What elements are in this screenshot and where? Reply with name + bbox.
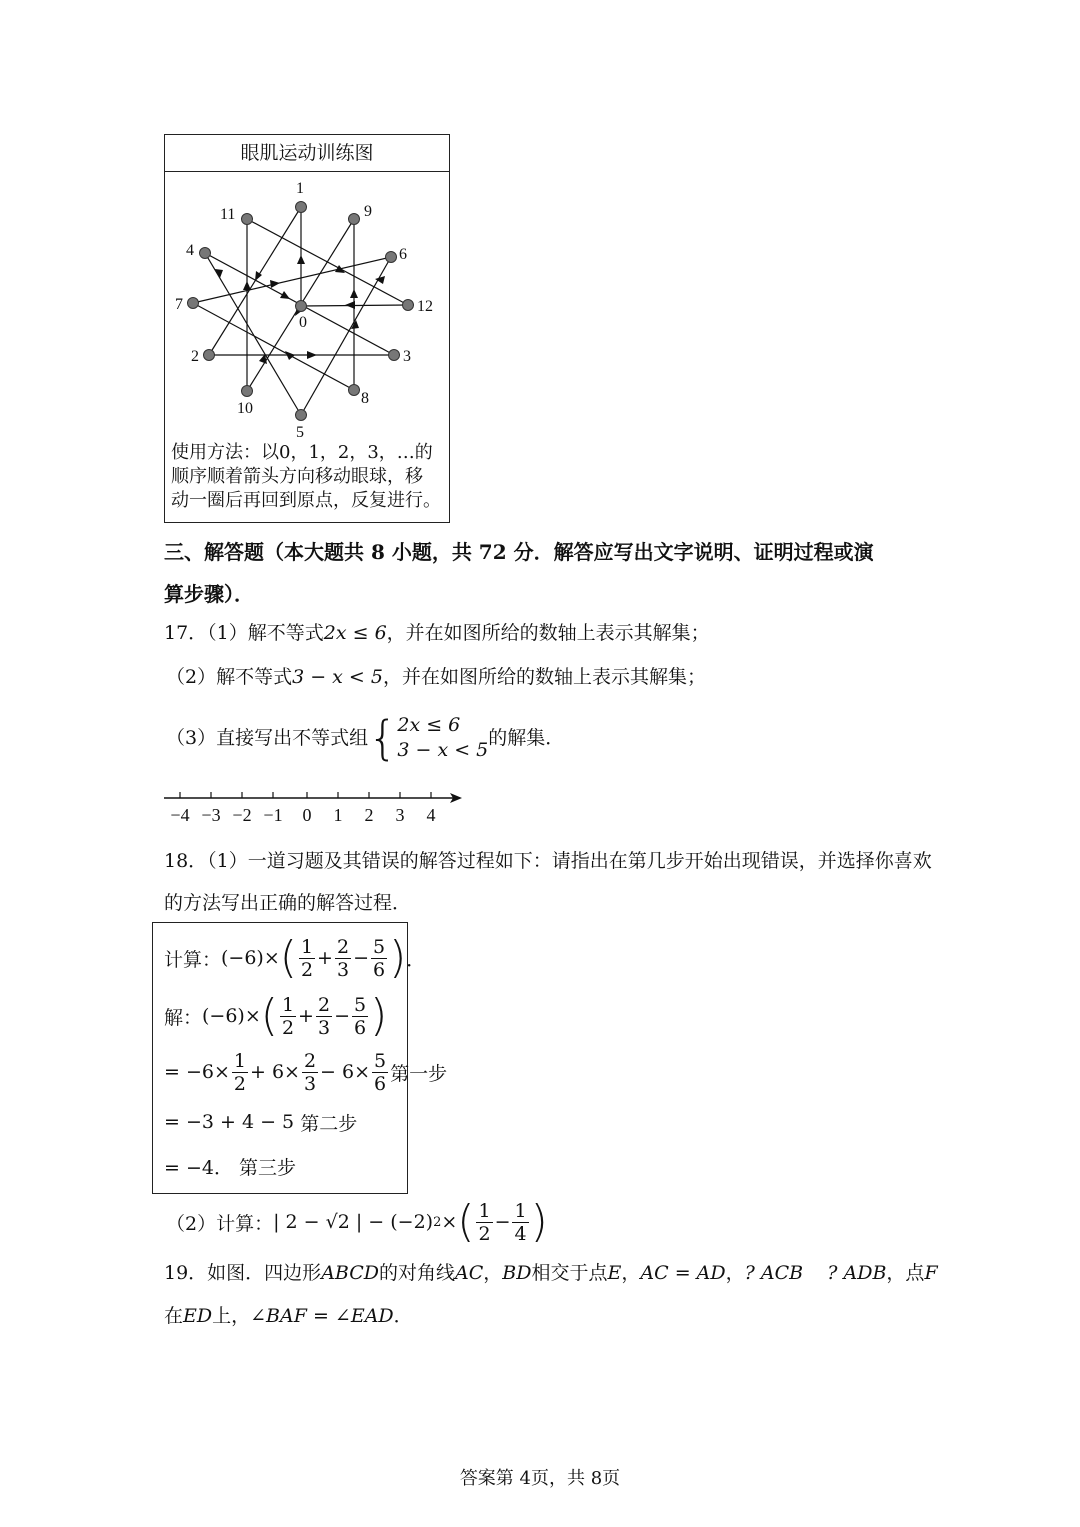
number-line <box>160 788 470 828</box>
fraction <box>299 936 315 981</box>
page-footer: 答案第 4页，共 8页 <box>459 1468 621 1489</box>
path-7-8 <box>193 303 354 390</box>
q18-part2-times: × <box>441 1211 458 1233</box>
usage-line-3: 动一圈后再回到原点，反复进行。 <box>171 490 441 511</box>
solve-line <box>164 990 387 1042</box>
q19-text-c: ，点 <box>886 1262 925 1284</box>
paren-open-icon: ( <box>260 990 278 1041</box>
point-label-5: 5 <box>296 424 304 441</box>
q19-text-d: 在 <box>164 1305 184 1327</box>
point-label-10: 10 <box>237 400 253 417</box>
q17-part3-text: 的解集． <box>488 727 565 749</box>
step1-label: 第一步 <box>390 1062 448 1085</box>
point-11 <box>242 214 253 225</box>
q19-e: E <box>607 1262 622 1284</box>
minus-sign: − <box>334 1005 350 1027</box>
usage-line-1: 使用方法：以0，1，2，3，…的 <box>171 442 433 463</box>
axis-tick-label: 1 <box>333 805 343 825</box>
minus-sign: − <box>353 947 369 969</box>
point-9 <box>349 214 360 225</box>
q19-acb: ? ACB <box>744 1262 804 1284</box>
plus-sign: + <box>317 947 333 969</box>
denominator: 2 <box>233 1072 246 1095</box>
q19-adb: ? ADB <box>827 1262 887 1284</box>
step3-line <box>164 1152 296 1180</box>
fraction <box>302 1050 318 1095</box>
q17-part2-text: ，并在如图所给的数轴上表示其解集； <box>382 666 706 688</box>
q19-comma3: ， <box>725 1262 745 1284</box>
step1-b: + 6× <box>249 1061 300 1083</box>
section-heading-line1: 三、解答题（本大题共 8 小题，共 72 分．解答应写出文字说明、证明过程或演 <box>164 540 874 564</box>
fraction <box>512 1200 528 1245</box>
paren-close-icon: ) <box>530 1196 548 1247</box>
paren-open-icon: ( <box>457 1196 475 1247</box>
point-1 <box>296 202 307 213</box>
point-label-6: 6 <box>399 246 407 263</box>
point-5 <box>296 410 307 421</box>
q18-part2-label: （2）计算： <box>166 1212 274 1235</box>
point-label-11: 11 <box>220 206 236 223</box>
point-8 <box>349 385 360 396</box>
axis-tick-label: −2 <box>232 805 252 825</box>
point-label-0: 0 <box>299 314 307 331</box>
q19-line2 <box>164 1303 413 1329</box>
denominator: 6 <box>372 958 386 981</box>
path-5-6 <box>301 257 391 415</box>
system-line-1: 2x ≤ 6 <box>397 714 461 736</box>
numerator: 5 <box>353 993 367 1016</box>
axis-tick-label: 0 <box>302 805 312 825</box>
point-2 <box>204 350 215 361</box>
denominator: 2 <box>281 1016 295 1039</box>
axis-tick-label: −3 <box>201 805 221 825</box>
q18-intro-line2: 的方法写出正确的解答过程． <box>164 892 412 914</box>
inequality-system <box>397 713 488 763</box>
denominator: 3 <box>317 1016 331 1039</box>
paren-close-icon: ) <box>389 932 407 983</box>
denominator: 2 <box>478 1222 491 1245</box>
solve-neg6: (−6)× <box>202 1005 261 1027</box>
q18-part2-abs: | 2 − √2 | − (−2) <box>273 1211 434 1233</box>
q19-comma1: ， <box>483 1262 503 1284</box>
point-label-9: 9 <box>364 203 372 220</box>
path-11-12 <box>247 219 408 305</box>
point-label-1: 1 <box>296 180 304 197</box>
fraction <box>371 936 387 981</box>
calc-neg6: (−6)× <box>221 947 280 969</box>
q17-part3 <box>166 712 564 764</box>
paren-open-icon: ( <box>279 932 297 983</box>
numerator: 1 <box>514 1199 527 1222</box>
calc-line <box>164 932 425 984</box>
axis-tick-label: 3 <box>395 805 405 825</box>
q19-abcd: ABCD <box>321 1262 379 1284</box>
usage-text <box>171 441 441 513</box>
step2-expr: = −3 + 4 − 5 <box>164 1111 295 1133</box>
q17-part2-math: 3 − x < 5 <box>292 666 383 688</box>
paren-close-icon: ) <box>370 990 388 1041</box>
q19-f: F <box>924 1262 938 1284</box>
q19-label: 19．如图．四边形 <box>164 1262 322 1284</box>
step1-c: − 6× <box>320 1061 371 1083</box>
q19-ac-ad: AC = AD <box>640 1262 726 1284</box>
point-label-8: 8 <box>361 390 369 407</box>
numerator: 2 <box>336 935 350 958</box>
step3-expr: = −4． <box>164 1156 233 1179</box>
q17-part1-math: 2x ≤ 6 <box>323 622 387 644</box>
path-4-5 <box>205 253 301 415</box>
calc-label: 计算： <box>164 948 222 971</box>
q19-ac: AC <box>455 1262 484 1284</box>
numerator: 2 <box>303 1049 317 1072</box>
numerator: 1 <box>300 935 314 958</box>
fraction <box>232 1050 248 1095</box>
point-10 <box>242 386 253 397</box>
q18-intro-line1: 18．（1）一道习题及其错误的解答过程如下：请指出在第几步开始出现错误，并选择你喜欢 <box>164 850 932 872</box>
point-label-2: 2 <box>191 348 199 365</box>
numerator: 5 <box>372 935 386 958</box>
numerator: 1 <box>281 993 295 1016</box>
point-7 <box>188 298 199 309</box>
denominator: 6 <box>374 1072 387 1095</box>
step1-line <box>164 1046 447 1098</box>
fraction <box>352 994 368 1039</box>
fraction <box>372 1050 388 1095</box>
axis-tick-label: 2 <box>364 805 374 825</box>
denominator: 4 <box>514 1222 527 1245</box>
q19-text-b: 相交于点 <box>531 1262 608 1284</box>
brace-icon: { <box>368 711 398 765</box>
q17-part1-label: 17．（1）解不等式 <box>164 622 324 644</box>
numerator: 1 <box>478 1199 491 1222</box>
calc-end-dot: ． <box>406 948 426 971</box>
numerator: 2 <box>317 993 331 1016</box>
q17-part2-label: （2）解不等式 <box>166 666 293 688</box>
step3-label: 第三步 <box>239 1156 297 1179</box>
q19-bd: BD <box>502 1262 532 1284</box>
denominator: 2 <box>300 958 314 981</box>
q19-text-a: 的对角线 <box>379 1262 456 1284</box>
denominator: 6 <box>353 1016 367 1039</box>
fraction <box>335 936 351 981</box>
q17-part2 <box>166 664 706 690</box>
q18-part2-exp: 2 <box>433 1214 442 1230</box>
point-label-3: 3 <box>403 348 411 365</box>
fraction <box>280 994 296 1039</box>
figure-title: 眼肌运动训练图 <box>165 135 449 172</box>
q19-angles: ∠BAF = ∠EAD <box>250 1305 394 1327</box>
axis-tick-label: −1 <box>263 805 283 825</box>
q19-line1 <box>164 1260 938 1286</box>
fraction <box>316 994 332 1039</box>
point-label-7: 7 <box>175 296 183 313</box>
fraction <box>476 1200 492 1245</box>
denominator: 3 <box>303 1072 317 1095</box>
point-label-4: 4 <box>186 242 194 259</box>
q19-text-e: 上， <box>212 1305 251 1327</box>
section-heading <box>164 536 874 565</box>
step2-label: 第二步 <box>300 1112 358 1135</box>
solve-label: 解： <box>164 1006 203 1029</box>
step1-a: = −6× <box>164 1061 230 1083</box>
numerator: 1 <box>233 1049 246 1072</box>
system-line-2: 3 − x < 5 <box>397 739 489 761</box>
q19-comma2: ， <box>621 1262 641 1284</box>
axis-tick-label: 4 <box>426 805 436 825</box>
point-6 <box>386 252 397 263</box>
q17-part1-text: ，并在如图所给的数轴上表示其解集； <box>386 622 710 644</box>
denominator: 3 <box>336 958 350 981</box>
point-12 <box>403 300 414 311</box>
q18-part2 <box>166 1196 548 1248</box>
point-3 <box>389 350 400 361</box>
q17-part3-label: （3）直接写出不等式组 <box>166 727 369 749</box>
section-heading-line2: 算步骤）． <box>164 582 254 606</box>
usage-line-2: 顺序顺着箭头方向移动眼球，移 <box>171 466 423 487</box>
q17-part1 <box>164 620 710 646</box>
eye-exercise-figure <box>164 134 450 523</box>
eye-exercise-diagram <box>165 171 449 441</box>
plus-sign: + <box>298 1005 314 1027</box>
point-0 <box>296 301 307 312</box>
q19-end: ． <box>393 1305 413 1327</box>
point-4 <box>200 248 211 259</box>
numerator: 5 <box>374 1049 387 1072</box>
axis-tick-label: −4 <box>170 805 190 825</box>
point-label-12: 12 <box>417 298 433 315</box>
minus-sign: − <box>494 1211 511 1233</box>
q19-ed: ED <box>183 1305 213 1327</box>
step2-line <box>164 1108 357 1136</box>
